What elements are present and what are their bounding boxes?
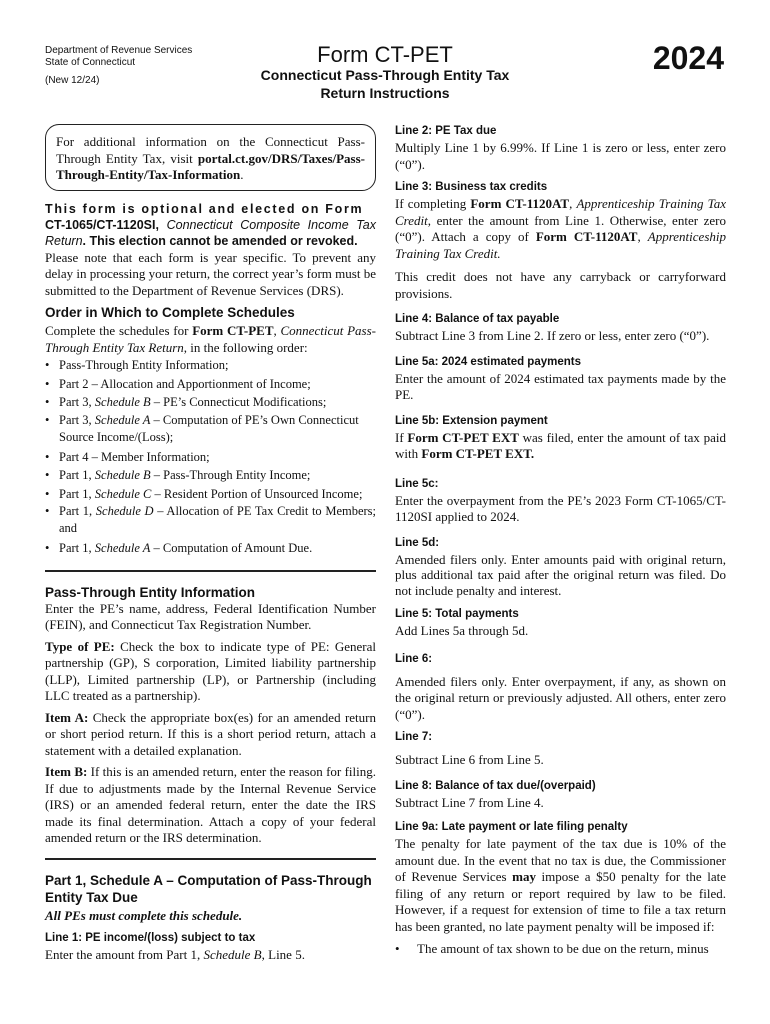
agency-name: Department of Revenue Services: [45, 45, 193, 56]
line3-heading: Line 3: Business tax credits: [395, 181, 548, 193]
line5a-heading: Line 5a: 2024 estimated payments: [395, 355, 581, 368]
list-item: [45, 448, 376, 467]
list-item-schedule: Schedule C: [94, 486, 152, 501]
order-intro-form: Form CT-PET: [192, 323, 274, 338]
line1-schedule: Schedule B,: [203, 947, 265, 962]
right-column: [395, 124, 726, 959]
list-item-schedule: Schedule B: [94, 395, 151, 409]
line5b-text: [395, 430, 726, 463]
list-item: [45, 412, 376, 448]
revision-date: (New 12/24): [45, 75, 100, 86]
info-text-end: .: [240, 167, 244, 182]
pe-type-desc: Check the box to indicate type of PE: General partnership (GP), S corporation, Limited liability partnership (LLP), Limited partnership (LP), or Partnership (including LLC treated as a partnership).: [45, 638, 376, 703]
list-item-text: Part 1,: [59, 486, 95, 501]
optional-election-title: This form is optional and elected on Form: [45, 201, 364, 216]
year-specific-note: Please note that each form is year specific. To prevent any delay in processing your return, the correct year’s form must be submitted to the Department of Revenue Services (DRS).: [45, 249, 376, 298]
list-item: [45, 466, 376, 485]
line8-heading: Line 8: Balance of tax due/(overpaid): [395, 779, 596, 792]
line4-text: Subtract Line 3 from Line 2. If zero or less, enter zero (“0”).: [395, 328, 710, 343]
line5c-text: Enter the overpayment from the PE’s 2023 Form CT-1065/CT-1120SI applied to 2024.: [395, 492, 726, 524]
list-item: [395, 940, 726, 959]
line9a-text: [395, 836, 726, 935]
line9a-may: may: [512, 869, 536, 884]
schedule-a-requirement-text: All PEs must complete this schedule.: [45, 907, 243, 923]
list-item-text: Pass-Through Entity Information;: [59, 358, 229, 372]
line7-text: Subtract Line 6 from Line 5.: [395, 752, 544, 767]
line5b-form2: Form CT-PET EXT.: [421, 446, 535, 461]
order-heading: Order in Which to Complete Schedules: [45, 305, 295, 320]
line2-text: Multiply Line 1 by 6.99%. If Line 1 is zero or less, enter zero (“0”).: [395, 140, 726, 172]
list-item: [45, 356, 376, 375]
line3-sep2: ,: [637, 229, 648, 244]
line5d-heading: Line 5d:: [395, 536, 440, 549]
line4-heading: Line 4: Balance of tax payable: [395, 313, 560, 325]
item-b-text: [45, 764, 376, 847]
line5c-heading: Line 5c:: [395, 477, 439, 490]
item-a-text: [45, 710, 376, 760]
form-subtitle-line1: Connecticut Pass-Through Entity Tax: [260, 67, 510, 83]
line9a-text-a: The penalty for late payment of the tax due is 10% of the amount due. In the event that no tax is due, the Commissioner of Revenue Services: [395, 836, 726, 884]
list-item-text: Part 1,: [59, 504, 96, 518]
pe-type-text: [45, 639, 376, 705]
item-a-desc: Check the appropriate box(es) for an amended return or short period return. If this is a short period return, attach a statement with a detailed explanation.: [45, 709, 376, 758]
info-text: For additional information on the Connecticut Pass-Through Entity Tax, visit: [56, 134, 365, 166]
line1-text-a: Enter the amount from Part 1,: [45, 947, 204, 962]
line3-text-c: , enter the amount from Line 1. Otherwise, enter zero (“0”). Attach a copy of: [395, 212, 726, 244]
agency-state: State of Connecticut: [45, 57, 136, 68]
optional-form-ref: CT-1065/CT-1120SI,: [45, 217, 159, 232]
line5-text: Add Lines 5a through 5d.: [395, 623, 529, 638]
form-subtitle-line2: Return Instructions: [320, 85, 450, 101]
agency-block: [45, 45, 192, 87]
list-item-schedule: Schedule B: [94, 468, 151, 482]
line5d-text: Amended filers only. Enter amounts paid with original return, plus additional tax paid after the original return was filed. Do not include penalty and interest.: [395, 551, 726, 598]
order-intro-text: Complete the schedules for: [45, 323, 193, 338]
list-item-text: Part 1,: [59, 468, 95, 482]
line5b-text-a: If: [395, 429, 408, 445]
line5a-text: Enter the amount of 2024 estimated tax payments made by the PE.: [395, 370, 726, 402]
line3-form2: Form CT-1120AT: [535, 229, 638, 244]
line8-text: Subtract Line 7 from Line 4.: [395, 794, 544, 810]
item-a-label: Item A:: [45, 709, 89, 725]
order-intro-end: , in the following order:: [183, 339, 308, 355]
list-item: [45, 375, 376, 394]
line3-credit-name2: Apprenticeship Training Tax Credit.: [395, 229, 726, 261]
info-link[interactable]: portal.ct.gov/DRS/Taxes/Pass-Through-Entity/Tax-Information: [56, 150, 365, 182]
list-item-desc: – PE’s Connecticut Modifications;: [150, 395, 327, 409]
line3-note: This credit does not have any carryback or carryforward provisions.: [395, 269, 726, 301]
list-item-text: Part 2 – Allocation and Apportionment of Income;: [59, 376, 311, 391]
list-item-desc: – Computation of Amount Due.: [150, 541, 313, 555]
list-item-desc: – Allocation of PE Tax Credit to Members; and: [59, 504, 377, 535]
line3-credit-name: Apprenticeship Training Tax Credit: [395, 196, 726, 228]
line3-text: [395, 196, 726, 262]
left-column: [45, 124, 376, 964]
form-year: 2024: [652, 40, 724, 76]
line3-form: Form CT-1120AT: [470, 196, 570, 211]
form-title: Form CT-PET: [317, 42, 453, 67]
order-intro-sep: ,: [273, 323, 281, 338]
schedule-a-heading: Part 1, Schedule A – Computation of Pass-Through Entity Tax Due: [45, 872, 372, 905]
schedule-a-requirement: [45, 908, 376, 925]
list-item-desc: – Pass-Through Entity Income;: [150, 468, 311, 482]
list-item-text: Part 1,: [59, 541, 95, 555]
line9a-conditions: [395, 940, 726, 959]
pte-info-text: Enter the PE’s name, address, Federal Identification Number (FEIN), and Connecticut Tax Registration Number.: [45, 600, 376, 632]
pe-type-label: Type of PE:: [45, 638, 115, 654]
optional-form-name: Connecticut Composite Income Tax Return: [45, 217, 376, 248]
list-item-text: Part 3,: [59, 395, 95, 409]
list-item-schedule: Schedule D: [95, 504, 154, 518]
line6-heading: Line 6:: [395, 652, 433, 665]
line5b-text-b: was filed, enter the amount of tax paid with: [395, 429, 726, 461]
line1-text-b: Line 5.: [264, 947, 305, 962]
schedule-order-list: [45, 356, 376, 558]
line5-heading: Line 5: Total payments: [395, 608, 519, 620]
form-subtitle: [230, 66, 540, 102]
list-item-desc: – Computation of PE’s Own Connecticut Source Income/(Loss);: [59, 412, 359, 444]
optional-election-text: [45, 217, 376, 250]
line3-sep: ,: [569, 196, 577, 211]
list-item-text: Part 3,: [59, 412, 95, 427]
order-intro: [45, 323, 376, 356]
pte-info-heading: Pass-Through Entity Information: [45, 584, 256, 600]
line9a-text-b: impose a $50 penalty for the late filing of any return or report required by law to be filed. However, if a request for extension of time to file a tax return has been granted, no late payment penalty will be imposed if:: [395, 869, 726, 934]
line1-text: [45, 947, 376, 964]
list-item: [45, 393, 376, 412]
list-item: [45, 503, 376, 539]
info-box: [45, 124, 376, 191]
optional-no-amend: . This election cannot be amended or revoked.: [82, 234, 358, 248]
line7-heading: Line 7:: [395, 731, 433, 743]
list-item-schedule: Schedule A: [94, 412, 151, 427]
list-item-desc: – Resident Portion of Unsourced Income;: [151, 486, 363, 501]
line9a-heading: Line 9a: Late payment or late filing penalty: [395, 821, 628, 833]
page-header: [0, 0, 770, 110]
list-item-text: The amount of tax shown to be due on the return, minus: [417, 941, 709, 956]
order-intro-form-name: Connecticut Pass-Through Entity Tax Return: [45, 323, 376, 355]
item-b-desc: If this is an amended return, enter the reason for filing. If due to adjustments made by the Internal Revenue Service (IRS) or an amended federal return, enter the date the IRS made its final determination. Attach a copy of your federal amended return or the IRS determination.: [45, 764, 376, 845]
list-item: [45, 485, 376, 504]
item-b-label: Item B:: [45, 764, 88, 779]
line3-text-a: If completing: [395, 196, 471, 211]
line6-text: Amended filers only. Enter overpayment, if any, as shown on the original return or previously adjusted. All others, enter zero (“0”).: [395, 673, 726, 722]
list-item-schedule: Schedule A: [94, 541, 151, 555]
line5b-heading: Line 5b: Extension payment: [395, 414, 548, 427]
line5b-form: Form CT-PET EXT: [407, 429, 519, 445]
line2-heading: Line 2: PE Tax due: [395, 125, 497, 137]
line1-heading: Line 1: PE income/(loss) subject to tax: [45, 932, 256, 944]
list-item: [45, 539, 376, 558]
list-item-text: Part 4 – Member Information;: [59, 449, 210, 464]
